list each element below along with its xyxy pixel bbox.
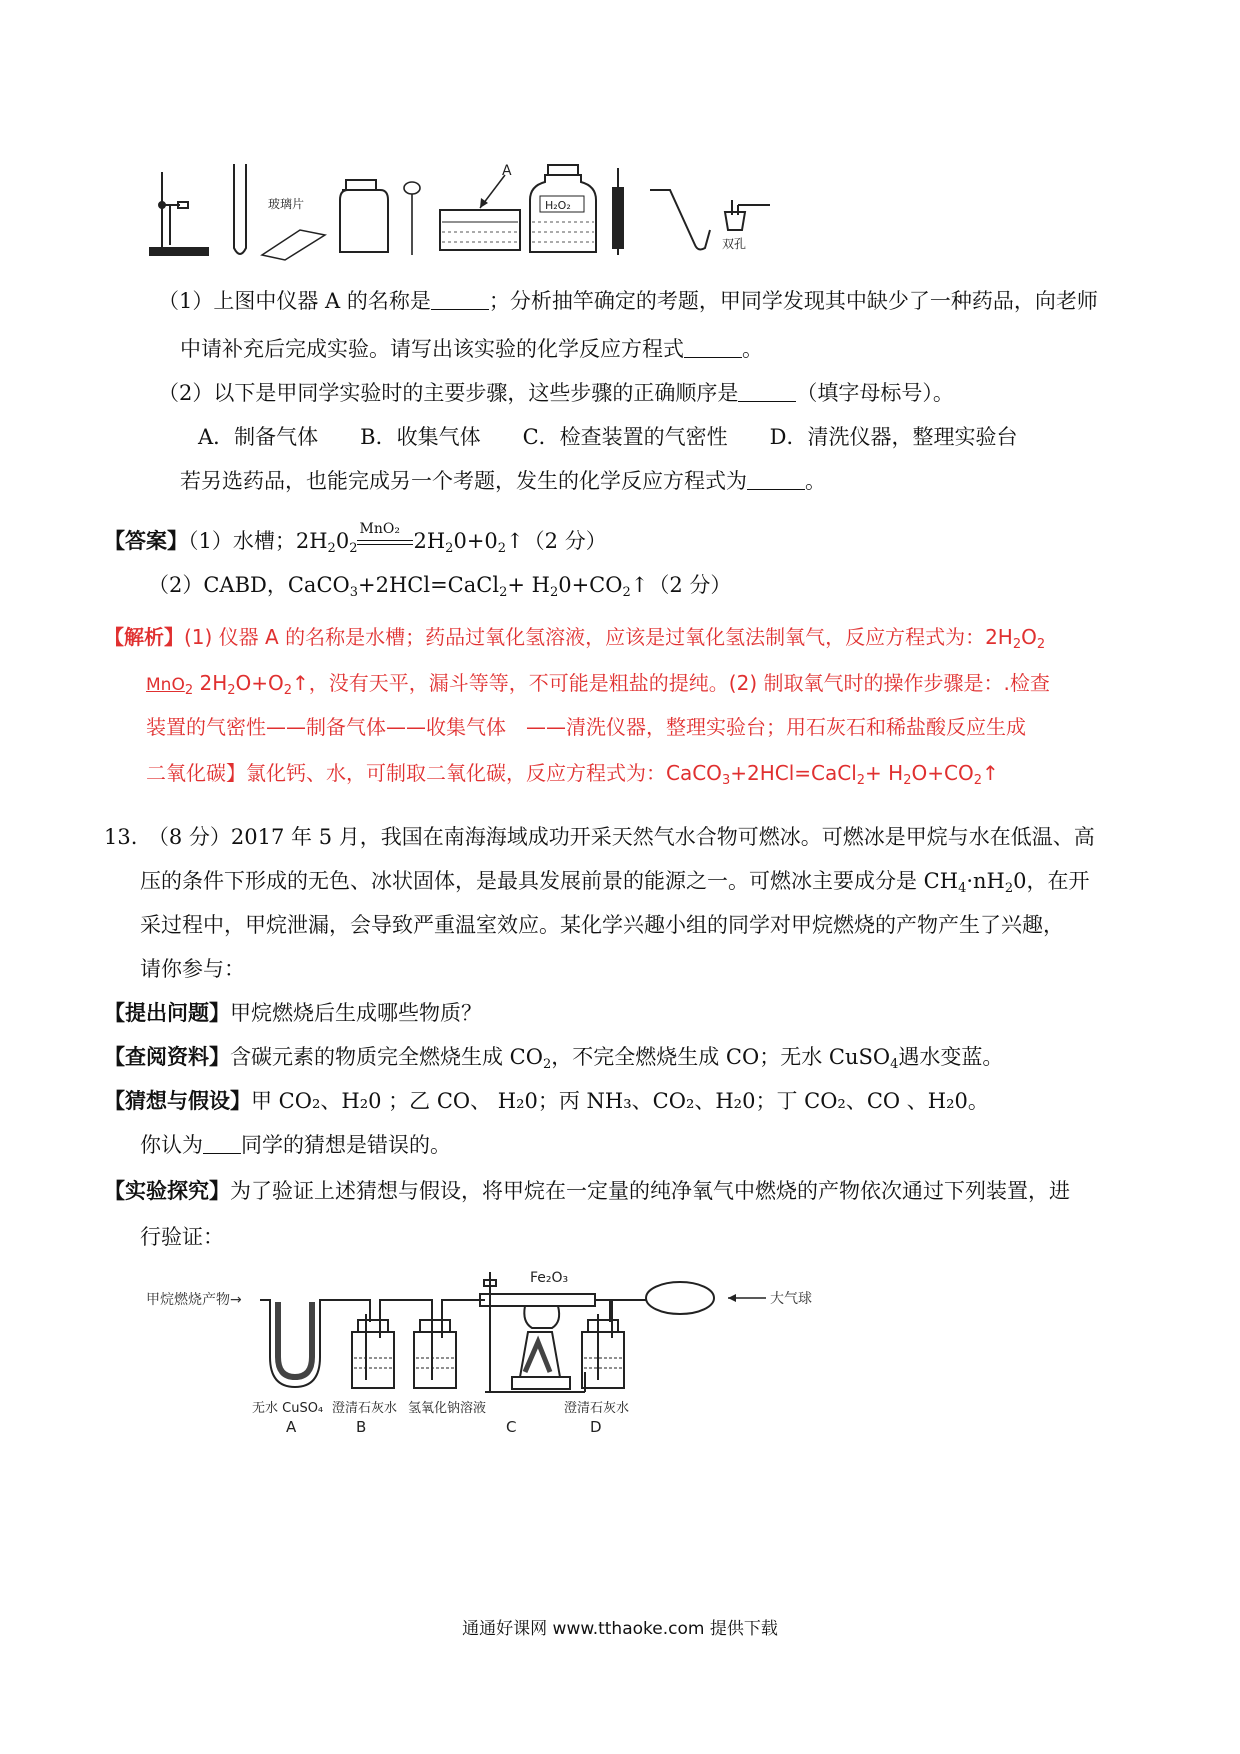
q13-explore-line2: 行验证： — [140, 1225, 224, 1249]
analysis-tag: 【解析】 — [104, 625, 184, 649]
inlet-label: 甲烷燃烧产物→ — [146, 1292, 242, 1308]
funnel-illustration — [404, 182, 420, 255]
glass-plate-label: 玻璃片 — [268, 197, 305, 211]
q13-think: 你认为 同学的猜想是错误的。 — [140, 1133, 451, 1157]
water-trough-illustration — [440, 163, 520, 250]
letter-a: A — [286, 1418, 297, 1436]
q12-analysis-line2: MnO$_2$ $2H_2O+O_2↑$，没有天平，漏斗等等，不可能是粗盐的提纯。(2) 制取氧气时的操作步骤是：.检查 — [146, 671, 1050, 698]
bottle-b — [352, 1300, 432, 1388]
answer-tag: 【答案】 — [104, 528, 188, 553]
bent-tube-illustration — [650, 190, 710, 249]
brush-illustration — [613, 168, 623, 255]
q13-explore-line1: 【实验探究】为了验证上述猜想与假设，将甲烷在一定量的纯净氧气中燃烧的产物依次通过下列装置，进 — [104, 1178, 1070, 1203]
q12-options: A．制备气体 B．收集气体 C．检查装置的气密性 D．清洗仪器，整理实验台 — [198, 425, 1018, 449]
u-tube-a — [260, 1300, 370, 1387]
double-hole-label: 双孔 — [722, 237, 747, 251]
apparatus-figure — [150, 160, 890, 285]
answer-blank[interactable] — [431, 291, 489, 310]
reagent-d-label: 澄清石灰水 — [564, 1401, 630, 1416]
answer-blank[interactable] — [203, 1135, 241, 1154]
q12-part2-line3: 若另选药品，也能完成另一个考题，发生的化学反应方程式为 。 — [180, 469, 826, 493]
reagent-naoh-label: 氢氧化钠溶液 — [408, 1401, 487, 1416]
experiment-setup-figure — [140, 1262, 812, 1436]
balloon — [646, 1282, 714, 1314]
q12-analysis-line4: 二氧化碳】氯化钙、水，可制取二氧化碳，反应方程式为：CaCO$_3$+2HCl=CaCl$_2$+ $H_2O+CO_2↑$ — [146, 761, 999, 788]
q13-question: 【提出问题】甲烷燃烧后生成哪些物质？ — [104, 1000, 482, 1025]
test-tube-illustration — [234, 164, 246, 254]
q12-analysis-line1: 【解析】(1) 仪器 A 的名称是水槽；药品过氧化氢溶液，应该是过氧化氢法制氧气，反应方程式为：$2H_2O_2$ — [104, 625, 1046, 652]
answer-blank[interactable] — [738, 383, 796, 402]
q13-line2: 压的条件下形成的无色、冰状固体，是最具发展前景的能源之一。可燃冰主要成分是 $CH_4\cdot nH_20$，在开 — [140, 869, 1090, 896]
gas-collecting-bottle-illustration — [340, 180, 388, 252]
q12-analysis-line3: 装置的气密性——制备气体——收集气体 ——清洗仪器，整理实验台；用石灰石和稀盐酸反应生成 — [146, 715, 1026, 739]
bottle-naoh — [414, 1300, 485, 1388]
reagent-b-label: 澄清石灰水 — [332, 1401, 398, 1416]
q12-answer-line2: （2）CABD，CaCO$_3$+2HCl=CaCl$_2$+ $H_20+CO_2↑(2$ 分） — [148, 573, 732, 600]
h2o2-bottle-label: H₂O₂ — [545, 199, 571, 212]
q13-guess: 【猜想与假设】甲 CO₂、H₂0 ；乙 CO、 H₂0；丙 NH₃、CO₂、H₂0；丁 CO₂、CO 、H₂0。 — [104, 1088, 989, 1113]
fe2o3-label: Fe₂O₃ — [530, 1270, 569, 1286]
balloon-label: 大气球 — [770, 1291, 812, 1307]
q12-part1-line2: 中请补充后完成实验。请写出该实验的化学反应方程式 。 — [180, 337, 763, 361]
glass-plate-illustration — [262, 196, 325, 260]
q13-line4: 请你参与： — [140, 957, 245, 981]
iron-stand-illustration — [150, 172, 208, 255]
q13-line1: 13. （8 分）2017 年 5 月，我国在南海海域成功开采天然气水合物可燃冰。可燃冰是甲烷与水在低温、高 — [104, 825, 1095, 849]
answer-blank[interactable] — [684, 339, 742, 358]
reagent-a-label: 无水 CuSO₄ — [252, 1401, 324, 1416]
q12-part2-line1: （2）以下是甲同学实验时的主要步骤，这些步骤的正确顺序是 （填字母标号）。 — [158, 381, 954, 405]
page-footer: 通通好课网 www.tthaoke.com 提供下载 — [462, 1619, 778, 1639]
reaction-condition: MnO₂ — [357, 528, 413, 558]
h2o2-bottle-illustration — [530, 165, 596, 252]
q12-part1-line1: （1）上图中仪器 A 的名称是 ；分析抽竿确定的考题，甲同学发现其中缺少了一种药品，向老师 — [158, 289, 1098, 313]
q12-answer-line1: 【答案】（1）水槽；$2H_20_2$ MnO₂ $2H_20+0_2↑(2$ 分） — [104, 520, 607, 556]
apparatus-a-label: A — [502, 163, 512, 179]
double-hole-stopper-illustration — [722, 200, 770, 251]
q13-line3: 采过程中，甲烷泄漏，会导致严重温室效应。某化学兴趣小组的同学对甲烷燃烧的产物产生了兴趣， — [140, 913, 1064, 937]
bottle-d — [582, 1300, 646, 1388]
letter-b: B — [356, 1418, 367, 1436]
q13-info: 【查阅资料】含碳元素的物质完全燃烧生成 $CO_2$，不完全燃烧生成 CO；无水 CuSO$_4$遇水变蓝。 — [104, 1044, 1004, 1072]
letter-c: C — [506, 1418, 517, 1436]
letter-d: D — [590, 1418, 602, 1436]
answer-blank[interactable] — [747, 471, 805, 490]
